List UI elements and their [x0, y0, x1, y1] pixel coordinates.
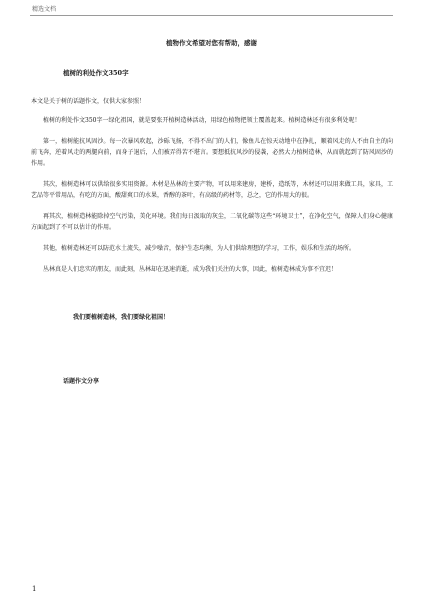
- paragraph-pollution: 再其次，植树造林能除掉空气污染，美化环境。我们每日汲取的灰尘，二氧化碳等这些“环境卫士”，在净化空气，保障人们身心健康方面起到了不可以估计的作用。: [31, 213, 393, 231]
- closing-slogan: 我们要植树造林，我们要绿化祖国！: [73, 314, 170, 321]
- page-number: 1: [32, 585, 37, 593]
- paragraph-erosion: 其他，植树造林还可以防范水土流失，减少噪音，保护生态均衡，为人们供给理想的学习，工作，娱乐和生活的场所。: [43, 245, 356, 252]
- share-label: 话题作文分享: [63, 378, 100, 385]
- essay-subtitle: 植树的利处作文350字: [63, 69, 129, 77]
- paragraph-resources: 其次，植树造林可以供给很多实用资源。木材是丛林的主要产物，可以用来建房，建桥，造纸等，木材还可以用来做工具，家具，工艺品等平常用品，有吃的方面，酸甜爽口的水果，香醇的茶叶，有高级的药材等，总之，它的作用大的很。: [31, 181, 393, 199]
- document-header-label: 精选文档: [32, 6, 57, 13]
- paragraph-conclusion: 丛林真是人们忠实的朋友，而此刻，丛林却在迅速消逝，成为我们关注的大事，因此，植树造林成为事不宜迟！: [43, 266, 338, 273]
- intro-paragraph: 本文是关于树的话题作文，仅供大家参照！: [31, 98, 146, 105]
- paragraph-windbreak: 第一，植树能抗风固沙。每一次暴风吹起，沙砾飞扬，不得不出门的人们，像鱼儿在惊天动地中在挣扎，顺着风走的人不由自主的向前飞奔，逆着风走的两腿向前，而身子退后，人们被弄得苦不堪言。要想抵抗风沙的侵袭，必然大力植树造林，从而就起到了防风固沙的作用。: [31, 138, 393, 167]
- document-title: 植物作文希望对您有帮助，感谢: [166, 39, 257, 47]
- paragraph-opening: 植树的利处作文350字一绿化祖国，就是要张开植树造林活动，用绿色植物把领土覆盖起来。植树造林还有很多利处呢！: [43, 117, 361, 124]
- essay-body: [31, 96, 393, 285]
- header-divider: [30, 15, 393, 16]
